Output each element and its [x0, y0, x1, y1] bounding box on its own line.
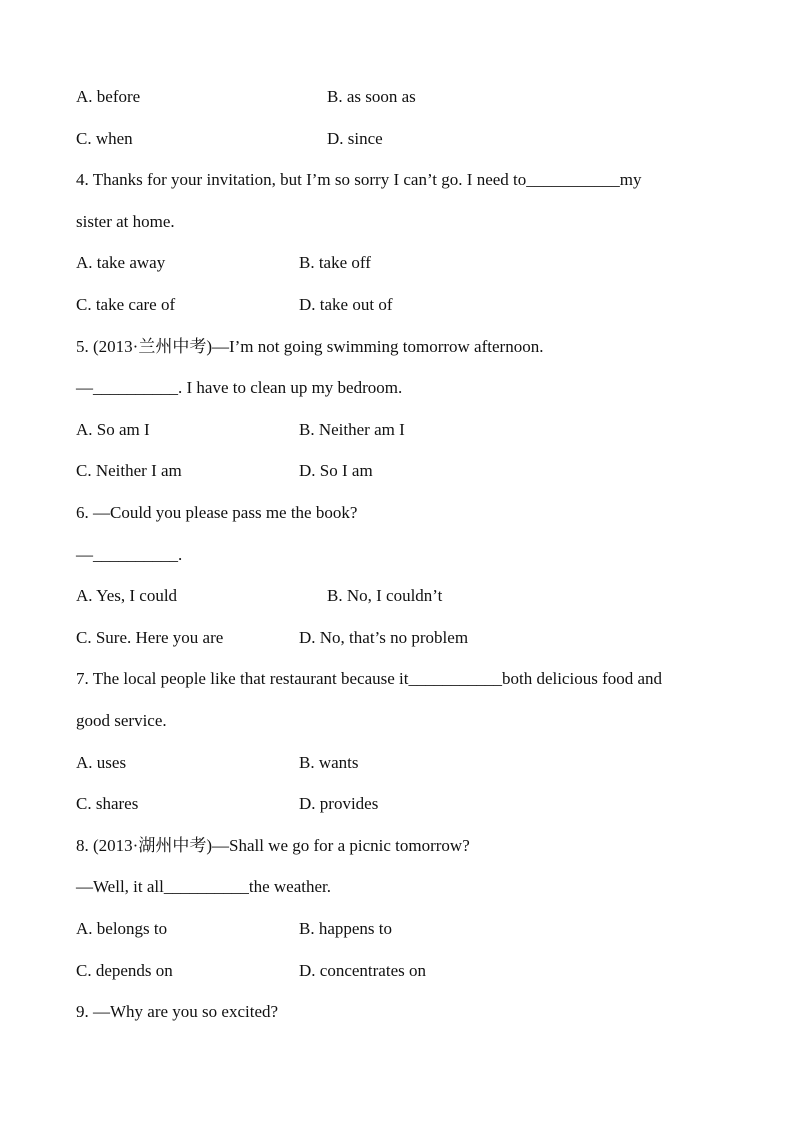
- q5-stem-line-2: —__________. I have to clean up my bedroom.: [76, 378, 403, 397]
- q4-stem-line-1: 4. Thanks for your invitation, but I’m so sorry I can’t go. I need to___________my: [76, 170, 642, 189]
- q7-stem-line-1: 7. The local people like that restaurant because it___________both delicious food and: [76, 669, 663, 688]
- q4-option-a: A. take away: [76, 253, 166, 272]
- q8-option-b: B. happens to: [299, 919, 393, 938]
- q6-stem-line-1: 6. —Could you please pass me the book?: [76, 503, 358, 522]
- q5-stem-line-1: 5. (2013·兰州中考)—I’m not going swimming tomorrow afternoon.: [76, 337, 544, 356]
- q8-stem-line-1: 8. (2013·湖州中考)—Shall we go for a picnic tomorrow?: [76, 836, 470, 855]
- q5-option-a: A. So am I: [76, 420, 150, 439]
- q7-option-b: B. wants: [299, 753, 359, 772]
- q7-stem-line-2: good service.: [76, 711, 167, 730]
- q7-option-d: D. provides: [299, 794, 379, 813]
- q7-option-a: A. uses: [76, 753, 127, 772]
- q3-option-d: D. since: [327, 129, 383, 148]
- q5-option-c: C. Neither I am: [76, 461, 182, 480]
- q6-stem-line-2: —__________.: [76, 545, 183, 564]
- q9-stem-line-1: 9. —Why are you so excited?: [76, 1002, 279, 1021]
- q8-stem-line-2: —Well, it all__________the weather.: [76, 877, 331, 896]
- q5-option-b: B. Neither am I: [299, 420, 405, 439]
- q7-option-c: C. shares: [76, 794, 139, 813]
- q3-option-b: B. as soon as: [327, 87, 416, 106]
- q6-option-d: D. No, that’s no problem: [299, 628, 469, 647]
- q3-option-a: A. before: [76, 87, 141, 106]
- q8-option-c: C. depends on: [76, 961, 173, 980]
- q3-option-c: C. when: [76, 129, 133, 148]
- q8-option-d: D. concentrates on: [299, 961, 426, 980]
- q4-stem-line-2: sister at home.: [76, 212, 175, 231]
- q5-option-d: D. So I am: [299, 461, 373, 480]
- q4-option-b: B. take off: [299, 253, 371, 272]
- q4-option-d: D. take out of: [299, 295, 393, 314]
- q6-option-a: A. Yes, I could: [76, 586, 178, 605]
- q6-option-c: C. Sure. Here you are: [76, 628, 224, 647]
- q6-option-b: B. No, I couldn’t: [327, 586, 443, 605]
- q8-option-a: A. belongs to: [76, 919, 168, 938]
- q4-option-c: C. take care of: [76, 295, 176, 314]
